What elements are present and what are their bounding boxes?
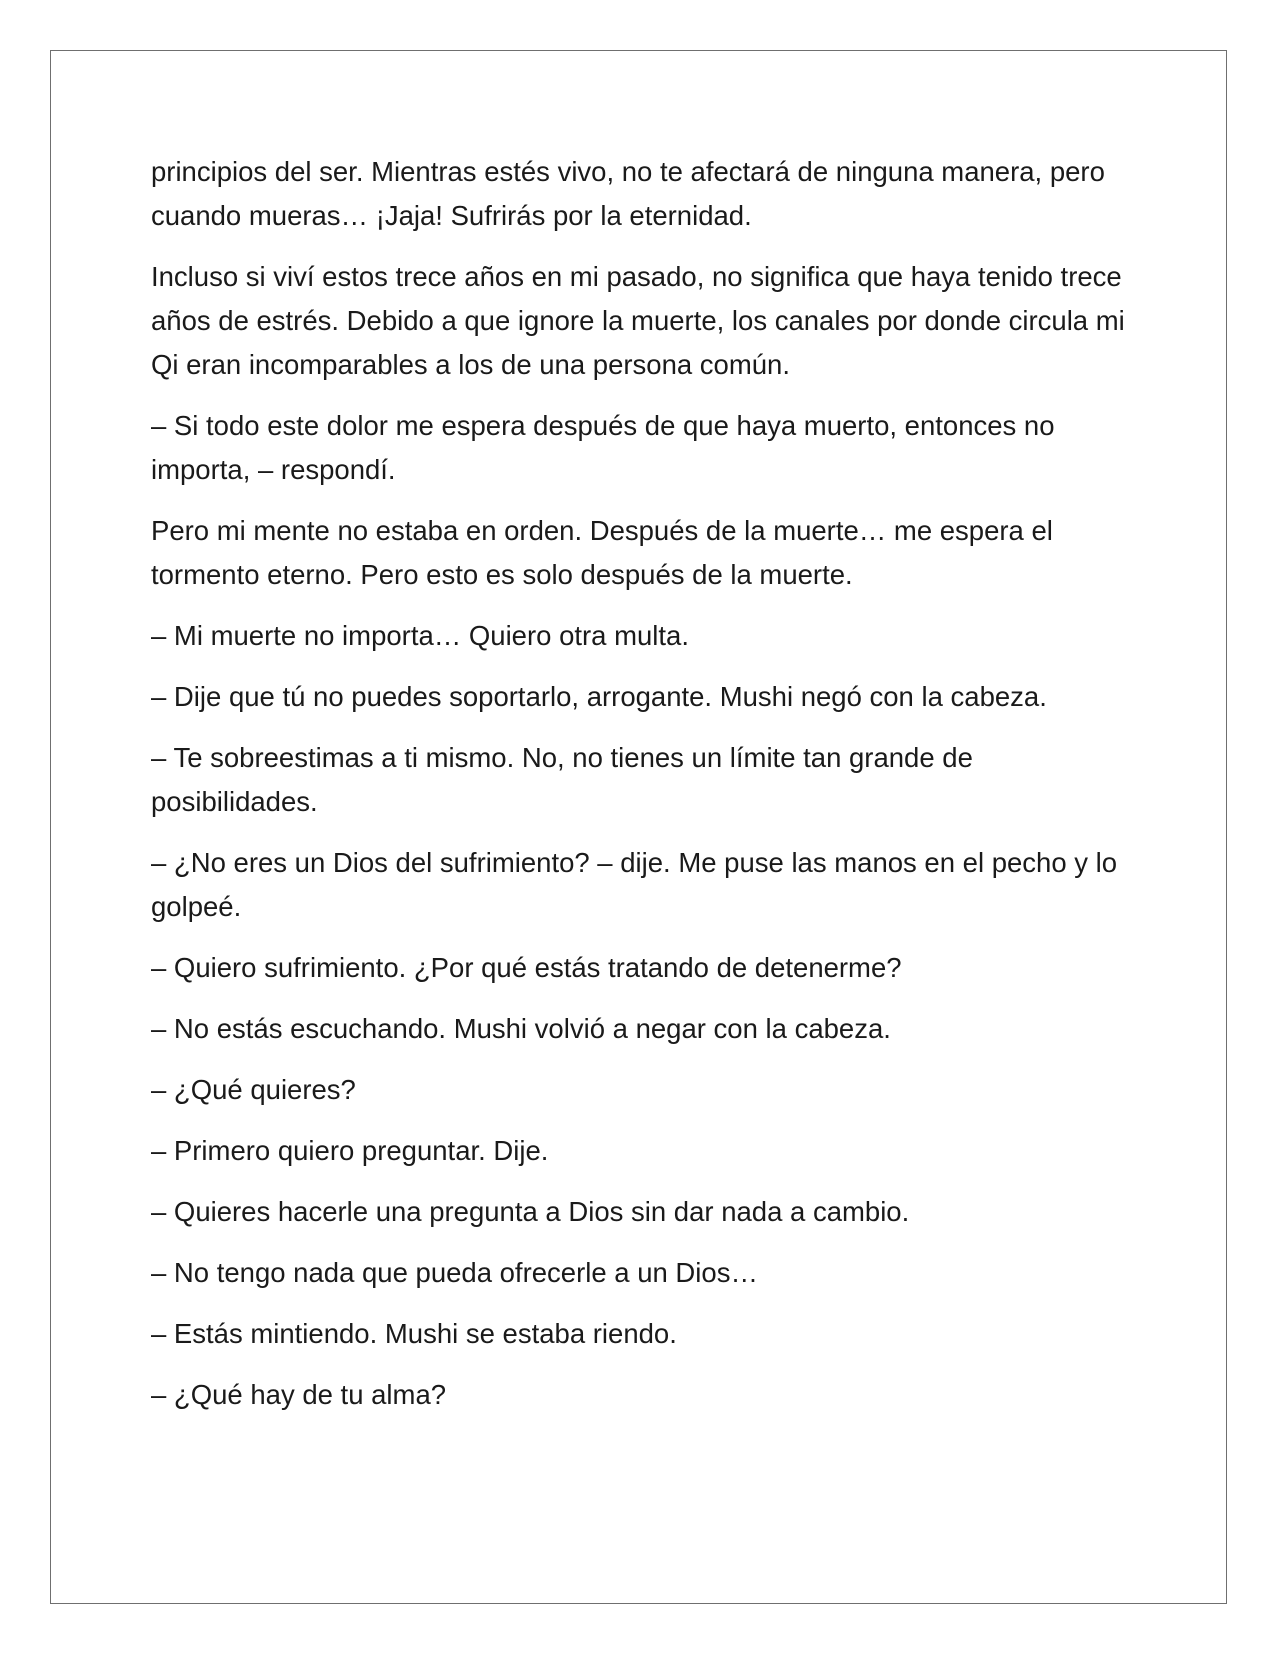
paragraph: – Quieres hacerle una pregunta a Dios sin dar nada a cambio.: [151, 1196, 910, 1227]
paragraph: – Mi muerte no importa… Quiero otra multa.: [151, 620, 689, 651]
paragraph: – ¿No eres un Dios del sufrimiento? – dije. Me puse las manos en el pecho y lo golpeé.: [151, 847, 1118, 922]
paragraph: – No tengo nada que pueda ofrecerle a un Dios…: [151, 1257, 758, 1288]
paragraph: – Te sobreestimas a ti mismo. No, no tienes un límite tan grande de posibilidades.: [151, 742, 973, 817]
paragraph: – Estás mintiendo. Mushi se estaba riendo.: [151, 1318, 677, 1349]
paragraph: – ¿Qué quieres?: [151, 1074, 356, 1105]
paragraph: Pero mi mente no estaba en orden. Después de la muerte… me espera el tormento eterno. Pero esto es solo después de la muerte.: [151, 515, 1053, 590]
paragraph: principios del ser. Mientras estés vivo, no te afectará de ninguna manera, pero cuando mueras… ¡Jaja! Sufrirás por la eternidad.: [151, 156, 1105, 231]
paragraph: – Si todo este dolor me espera después de que haya muerto, entonces no importa, – respondí.: [151, 410, 1055, 485]
paragraph: – Quiero sufrimiento. ¿Por qué estás tratando de detenerme?: [151, 952, 902, 983]
paragraph: – Primero quiero preguntar. Dije.: [151, 1135, 549, 1166]
paragraph: – ¿Qué hay de tu alma?: [151, 1379, 447, 1410]
paragraph: – Dije que tú no puedes soportarlo, arrogante. Mushi negó con la cabeza.: [151, 681, 1047, 712]
paragraph: Incluso si viví estos trece años en mi pasado, no significa que haya tenido trece años de estrés. Debido a que ignore la muerte, los canales por donde circula mi Qi eran incomparables a los de una persona común.: [151, 261, 1125, 380]
paragraph: – No estás escuchando. Mushi volvió a negar con la cabeza.: [151, 1013, 891, 1044]
document-body: [151, 150, 1141, 1434]
